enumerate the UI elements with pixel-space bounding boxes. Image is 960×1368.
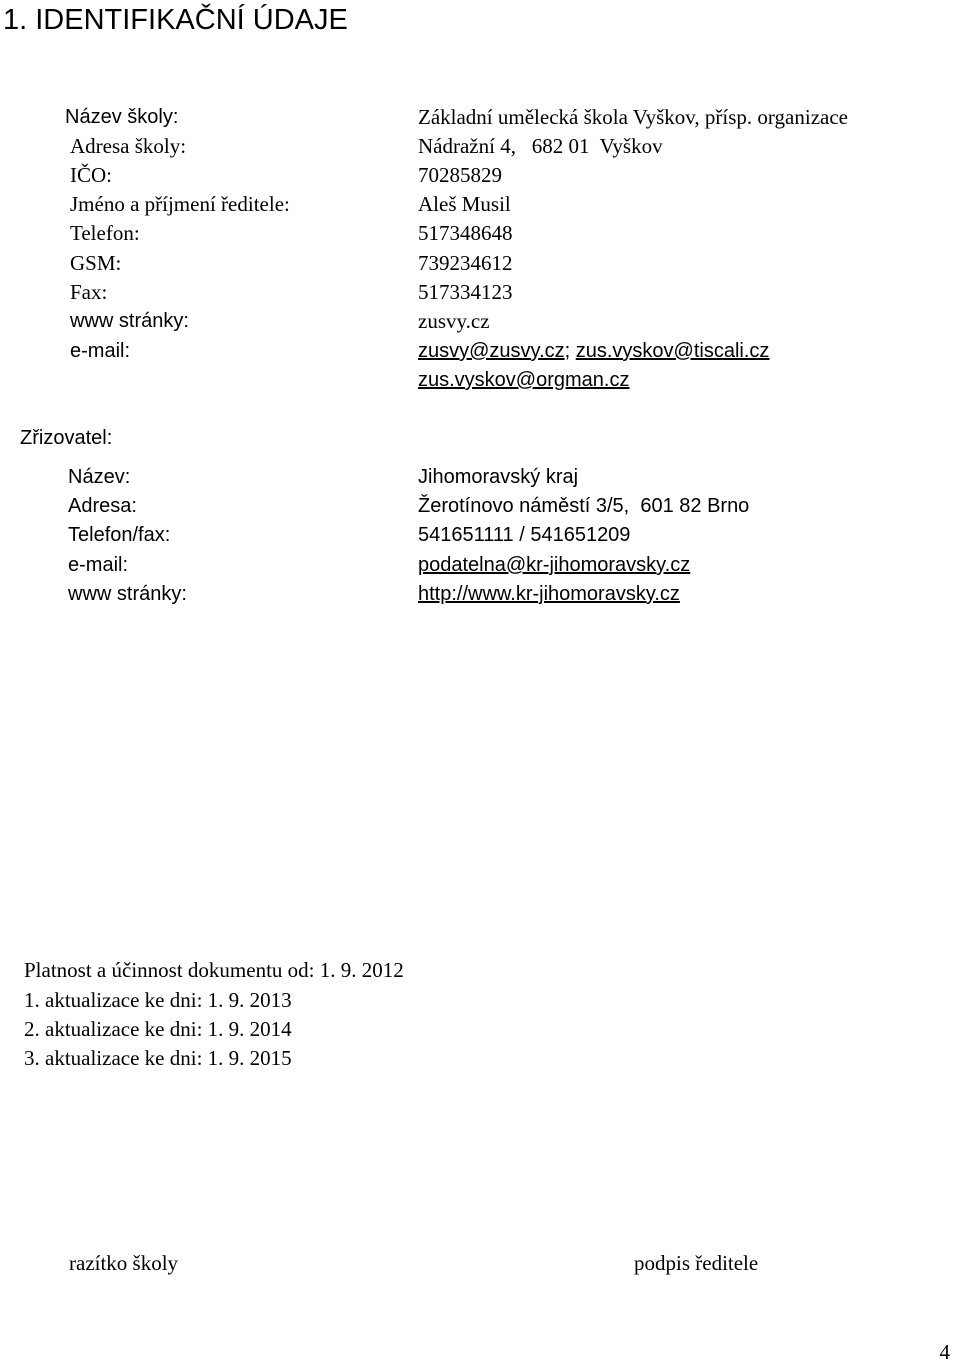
- gsm-value: 739234612: [418, 251, 513, 275]
- page-number: 4: [939, 1340, 950, 1364]
- update-line-2: 2. aktualizace ke dni: 1. 9. 2014: [24, 1017, 292, 1041]
- school-email-link-3[interactable]: zus.vyskov@orgman.cz: [418, 369, 630, 391]
- ico-label: IČO:: [70, 163, 112, 187]
- founder-web-label: www stránky:: [68, 583, 187, 605]
- school-name-label: Název školy:: [65, 106, 179, 128]
- school-web-value: zusvy.cz: [418, 309, 490, 333]
- school-address-label: Adresa školy:: [70, 134, 187, 158]
- founder-address-label: Adresa:: [68, 495, 137, 517]
- ico-value: 70285829: [418, 163, 502, 187]
- school-name-value: Základní umělecká škola Vyškov, přísp. organizace: [418, 105, 848, 129]
- fax-label: Fax:: [70, 280, 108, 304]
- founder-name-value: Jihomoravský kraj: [418, 466, 579, 488]
- stamp-label: razítko školy: [69, 1251, 179, 1275]
- update-line-1: 1. aktualizace ke dni: 1. 9. 2013: [24, 988, 292, 1012]
- school-email-link-2[interactable]: zus.vyskov@tiscali.cz: [575, 340, 770, 362]
- school-email-separator: ;: [564, 340, 576, 362]
- director-label: Jméno a příjmení ředitele:: [70, 192, 290, 216]
- founder-name-label: Název:: [68, 466, 131, 488]
- validity-line: Platnost a účinnost dokumentu od: 1. 9. 2012: [24, 958, 404, 982]
- update-line-3: 3. aktualizace ke dni: 1. 9. 2015: [24, 1046, 292, 1070]
- founder-phone-value: 541651111 / 541651209: [418, 524, 631, 546]
- founder-email-link[interactable]: podatelna@kr-jihomoravsky.cz: [418, 554, 691, 576]
- page-heading: 1. IDENTIFIKAČNÍ ÚDAJE: [3, 4, 348, 36]
- school-email-link-1[interactable]: zusvy@zusvy.cz: [418, 340, 565, 362]
- signature-label: podpis ředitele: [634, 1251, 759, 1275]
- school-email-values: [418, 339, 769, 363]
- founder-section-label: Zřizovatel:: [20, 427, 113, 449]
- founder-web-link[interactable]: http://www.kr-jihomoravsky.cz: [418, 583, 680, 605]
- fax-value: 517334123: [418, 280, 513, 304]
- director-value: Aleš Musil: [418, 192, 511, 216]
- founder-phone-label: Telefon/fax:: [68, 524, 171, 546]
- school-address-value: Nádražní 4, 682 01 Vyškov: [418, 134, 663, 158]
- gsm-label: GSM:: [70, 251, 122, 275]
- founder-email-label: e-mail:: [68, 554, 129, 576]
- founder-address-value: Žerotínovo náměstí 3/5, 601 82 Brno: [418, 495, 750, 517]
- school-phone-value: 517348648: [418, 221, 513, 245]
- school-phone-label: Telefon:: [70, 221, 140, 245]
- school-web-label: www stránky:: [70, 310, 189, 332]
- school-email-label: e-mail:: [70, 340, 131, 362]
